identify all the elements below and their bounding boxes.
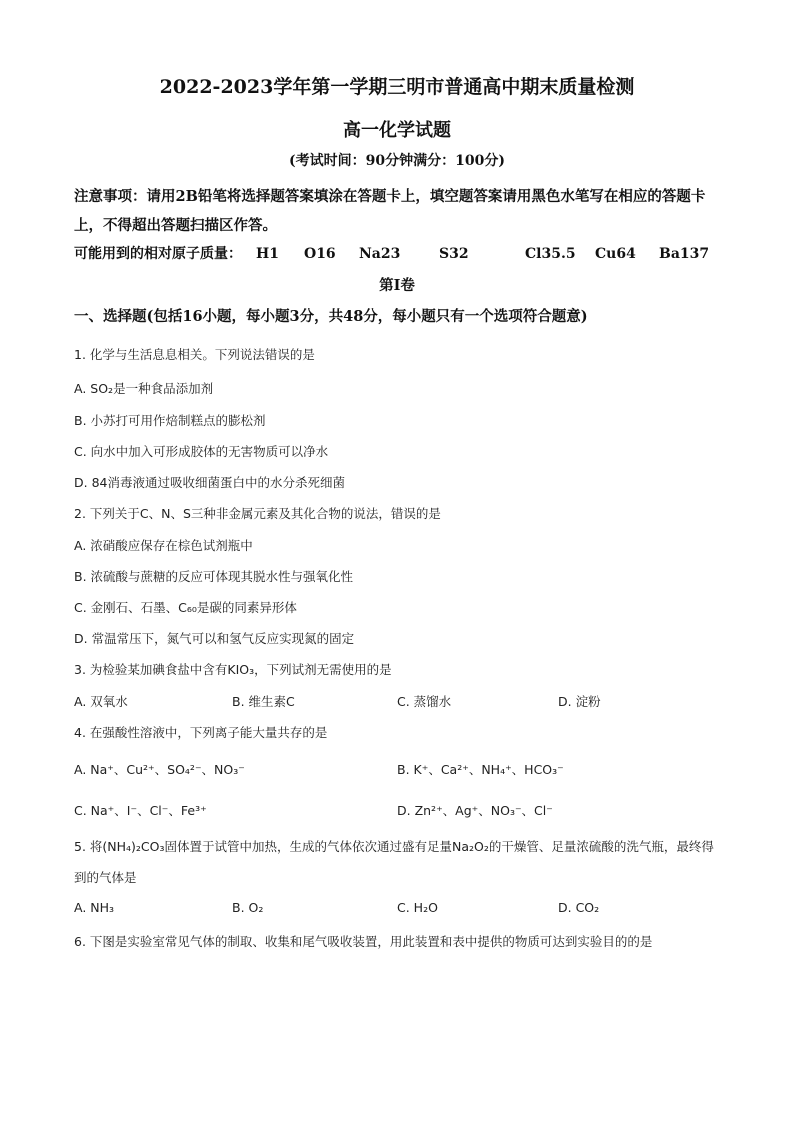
exam-time: (考试时间：90分钟满分：100分) (289, 153, 505, 169)
question-5-option-d: D. CO₂ (558, 900, 600, 915)
question-2-option-b: B. 浓硫酸与蔗糖的反应可体现其脱水性与强氧化性 (74, 569, 354, 584)
question-4-option-c: C. Na⁺、I⁻、Cl⁻、Fe³⁺ (74, 803, 207, 818)
question-2-stem: 2. 下列关于C、N、S三种非金属元素及其化合物的说法，错误的是 (74, 506, 441, 521)
mass-item: H1 (256, 246, 279, 262)
question-1-stem: 1. 化学与生活息息相关。下列说法错误的是 (74, 347, 315, 362)
atomic-masses (74, 243, 734, 263)
question-5-stem: 5. 将(NH₄)₂CO₃固体置于试管中加热，生成的气体依次通过盛有足量Na₂O₂的干燥管、足量浓硫酸的洗气瓶，最终得到的气体是 (74, 839, 714, 885)
notice: 注意事项：请用2B铅笔将选择题答案填涂在答题卡上，填空题答案请用黑色水笔写在相应的答题卡上，不得超出答题扫描区作答。 (74, 188, 706, 234)
question-3-stem: 3. 为检验某加碘食盐中含有KIO₃，下列试剂无需使用的是 (74, 662, 392, 677)
question-3-option-b: B. 维生素C (232, 694, 295, 709)
question-2-option-d: D. 常温常压下，氮气可以和氢气反应实现氮的固定 (74, 631, 355, 646)
question-6-stem: 6. 下图是实验室常见气体的制取、收集和尾气吸收装置，用此装置和表中提供的物质可达到实验目的的是 (74, 934, 653, 949)
exam-title: 2022-2023学年第一学期三明市普通高中期末质量检测 (159, 76, 635, 98)
question-3-option-d: D. 淀粉 (558, 694, 601, 709)
question-1-option-c: C. 向水中加入可形成胶体的无害物质可以净水 (74, 444, 329, 459)
question-2-option-c: C. 金刚石、石墨、C₆₀是碳的同素异形体 (74, 600, 297, 615)
question-5-option-a: A. NH₃ (74, 900, 115, 915)
question-5-option-c: C. H₂O (397, 900, 438, 915)
question-4-option-d: D. Zn²⁺、Ag⁺、NO₃⁻、Cl⁻ (397, 803, 553, 818)
question-3-option-a: A. 双氧水 (74, 694, 128, 709)
question-4-stem: 4. 在强酸性溶液中，下列离子能大量共存的是 (74, 725, 328, 740)
mass-item: Cu64 (595, 246, 636, 262)
question-1-option-d: D. 84消毒液通过吸收细菌蛋白中的水分杀死细菌 (74, 475, 345, 490)
mass-item: S32 (439, 246, 469, 262)
mass-item: Cl35.5 (525, 246, 576, 262)
question-4-option-b: B. K⁺、Ca²⁺、NH₄⁺、HCO₃⁻ (397, 762, 564, 777)
question-2-option-a: A. 浓硝酸应保存在棕色试剂瓶中 (74, 538, 253, 553)
question-5-option-b: B. O₂ (232, 900, 264, 915)
mass-item: Na23 (359, 246, 401, 262)
question-1-option-b: B. 小苏打可用作焙制糕点的膨松剂 (74, 413, 266, 428)
mass-item: Ba137 (659, 246, 710, 262)
mass-item: O16 (304, 246, 336, 262)
question-4-option-a: A. Na⁺、Cu²⁺、SO₄²⁻、NO₃⁻ (74, 762, 245, 777)
masses-label: 可能用到的相对原子质量： (74, 246, 242, 262)
section-heading: 一、选择题(包括16小题，每小题3分，共48分，每小题只有一个选项符合题意) (74, 308, 588, 325)
volume-heading: 第I卷 (379, 277, 415, 294)
question-1-option-a: A. SO₂是一种食品添加剂 (74, 381, 214, 396)
question-3-option-c: C. 蒸馏水 (397, 694, 452, 709)
exam-subtitle: 高一化学试题 (343, 120, 451, 141)
